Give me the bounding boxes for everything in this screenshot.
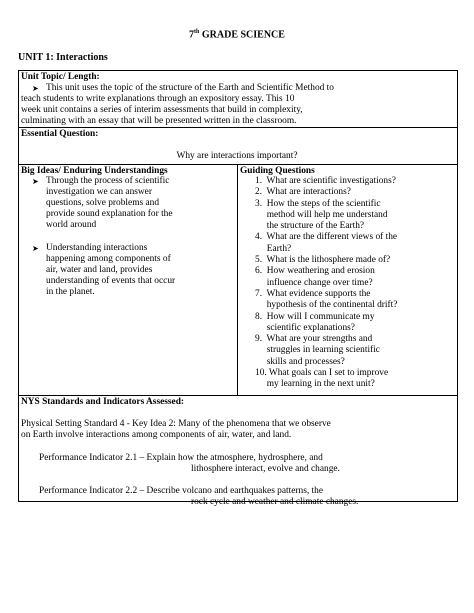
guiding-question-line: influence change over time? xyxy=(255,277,373,288)
guiding-question-line: the structure of the Earth? xyxy=(255,221,365,232)
guiding-question-line: hypothesis of the continental drift? xyxy=(255,300,398,311)
guiding-question-line: 6. How weathering and erosion xyxy=(255,266,375,277)
topic-line: culminating with an essay that will be presented written in the classroom. xyxy=(21,116,297,126)
page-title: 7th GRADE SCIENCE xyxy=(189,29,285,41)
topic-line: week unit contains a series of interim assessments that build in complexity, xyxy=(21,105,303,115)
big-idea-line: provide sound explanation for the xyxy=(46,209,173,219)
essential-heading: Essential Question: xyxy=(21,129,99,139)
guiding-question-line: 10. What goals can I set to improve xyxy=(255,368,389,379)
big-idea-line: Through the process of scientific xyxy=(46,176,170,186)
guiding-question-line: 7. What evidence supports the xyxy=(255,288,371,299)
guiding-question-line: 1. What are scientific investigations? xyxy=(255,176,396,186)
big-ideas-heading: Big Ideas/ Enduring Understandings xyxy=(21,166,168,176)
guiding-question-line: 9. What are your strengths and xyxy=(255,334,373,345)
guiding-question-line: Earth? xyxy=(255,243,292,254)
guiding-question-line: 8. How will I communicate my xyxy=(255,311,375,322)
topic-line: teach students to write explanations through an expository essay. This 10 xyxy=(21,94,295,104)
arrow-bullet-icon: ➤ xyxy=(32,244,39,253)
guiding-question-line: 3. How the steps of the scientific xyxy=(255,198,381,209)
guiding-question-line: my learning in the next unit? xyxy=(255,379,375,390)
big-idea-line: understanding of events that occur xyxy=(46,276,176,286)
performance-indicator-2-2-cont: rock cycle and weather and climate changes. xyxy=(191,497,359,507)
essential-question: Why are interactions important? xyxy=(176,151,298,161)
big-idea-line: Understanding interactions xyxy=(46,243,148,253)
guiding-question-line: scientific explanations? xyxy=(255,322,355,333)
guiding-question-line: 4. What are the different views of the xyxy=(255,232,398,243)
big-idea-line: in the planet. xyxy=(46,287,95,297)
guiding-question-line: 5. What is the lithosphere made of? xyxy=(255,255,391,266)
unit-title: UNIT 1: Interactions xyxy=(18,52,108,63)
guiding-question-line: 2. What are interactions? xyxy=(255,187,351,198)
standards-heading: NYS Standards and Indicators Assessed: xyxy=(21,397,185,407)
arrow-bullet-icon: ➤ xyxy=(32,177,39,186)
guiding-questions-list xyxy=(255,176,397,391)
big-idea-line: world around xyxy=(46,220,97,230)
big-idea-line: air, water and land, provides xyxy=(46,265,153,275)
standards-paragraph-line: Physical Setting Standard 4 - Key Idea 2: Many of the phenomena that we observe xyxy=(21,419,331,429)
topic-line: This unit uses the topic of the structure of the Earth and Scientific Method to xyxy=(46,83,334,93)
big-idea-line: investigation we can answer xyxy=(46,187,152,197)
performance-indicator-2-2: Performance Indicator 2.2 – Describe volcano and earthquakes patterns, the xyxy=(39,486,324,496)
big-idea-line: questions, solve problems and xyxy=(46,198,160,208)
guiding-question-line: skills and processes? xyxy=(255,356,345,367)
standards-paragraph-line: on Earth involve interactions among components of air, water, and land. xyxy=(21,430,292,440)
guiding-question-line: method will help me understand xyxy=(255,209,388,220)
guiding-question-line: struggles in learning scientific xyxy=(255,345,380,356)
performance-indicator-2-1-cont: lithosphere interact, evolve and change. xyxy=(191,464,340,474)
big-idea-line: happening among components of xyxy=(46,254,171,264)
performance-indicator-2-1: Performance Indicator 2.1 – Explain how the atmosphere, hydrosphere, and xyxy=(39,453,323,463)
guiding-heading: Guiding Questions xyxy=(240,166,315,176)
arrow-bullet-icon: ➤ xyxy=(32,84,39,93)
column-divider xyxy=(237,164,238,396)
topic-heading: Unit Topic/ Length: xyxy=(21,72,100,82)
